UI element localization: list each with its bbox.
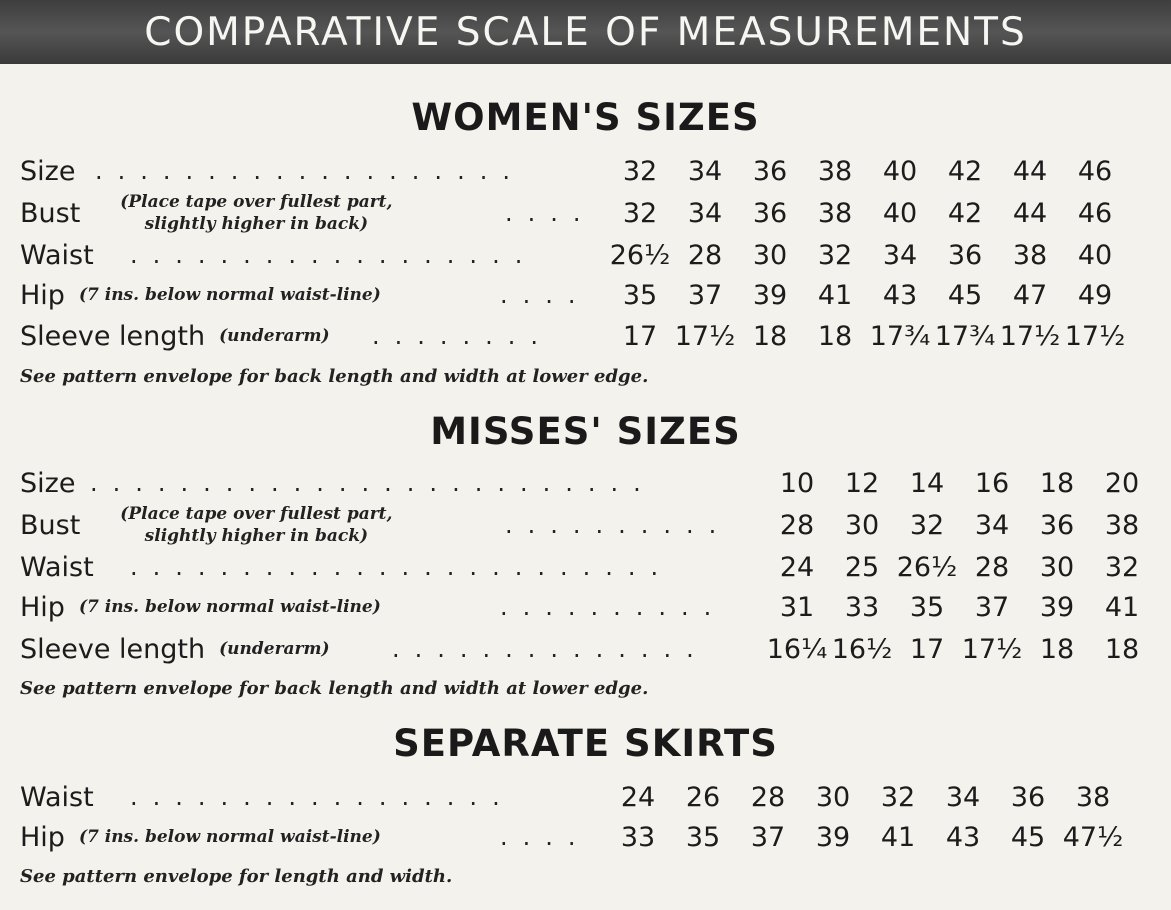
leader-dots: ..........: [500, 593, 727, 621]
womens-row-sleeve: [0, 315, 1171, 357]
value-cell: 34: [687, 197, 723, 229]
value-cell: 26: [685, 781, 721, 813]
value-cell: 32: [622, 197, 658, 229]
row-label: Sleeve length (underarm): [20, 633, 330, 665]
value-cell: 17¾: [869, 320, 931, 352]
leader-dots: ........................: [130, 553, 674, 581]
value-cell: 10: [779, 467, 815, 499]
value-cell: 36: [752, 155, 788, 187]
value-cell: 44: [1012, 197, 1048, 229]
value-cell: 46: [1077, 155, 1113, 187]
value-cell: 47: [1012, 279, 1048, 311]
value-cell: 43: [882, 279, 918, 311]
value-cell: 42: [947, 155, 983, 187]
womens-row-waist: [0, 234, 1171, 276]
value-cell: 18: [817, 320, 853, 352]
value-cell: 18: [1039, 467, 1075, 499]
leader-dots: ....: [505, 199, 596, 227]
section-title-misses: MISSES' SIZES: [430, 410, 741, 453]
womens-footnote: See pattern envelope for back length and width at lower edge.: [20, 366, 649, 387]
value-cell: 49: [1077, 279, 1113, 311]
value-cell: 43: [945, 821, 981, 853]
value-cell: 32: [1104, 551, 1140, 583]
leader-dots: ....: [500, 281, 591, 309]
misses-row-sleeve: [0, 628, 1171, 670]
value-cell: 16: [974, 467, 1010, 499]
banner-title: COMPARATIVE SCALE OF MEASUREMENTS: [144, 9, 1027, 55]
header-banner: [0, 0, 1171, 64]
row-note: (7 ins. below normal waist-line): [78, 285, 381, 305]
value-cell: 18: [1104, 633, 1140, 665]
value-cell: 32: [880, 781, 916, 813]
value-cell: 38: [1075, 781, 1111, 813]
value-cell: 40: [882, 155, 918, 187]
value-cell: 24: [620, 781, 656, 813]
value-cell: 38: [1104, 509, 1140, 541]
row-note: (Place tape over fullest part, slightly higher in back): [120, 192, 393, 234]
value-cell: 26½: [896, 551, 958, 583]
value-cell: 40: [1077, 239, 1113, 271]
leader-dots: ..............: [392, 635, 709, 663]
value-cell: 33: [620, 821, 656, 853]
value-cell: 47½: [1062, 821, 1124, 853]
value-cell: 37: [687, 279, 723, 311]
row-note: (underarm): [219, 639, 330, 659]
row-label: Waist: [20, 239, 94, 271]
value-cell: 46: [1077, 197, 1113, 229]
leader-dots: ...................: [95, 157, 525, 185]
row-note: (Place tape over fullest part, slightly higher in back): [120, 504, 393, 546]
value-cell: 41: [817, 279, 853, 311]
value-cell: 35: [622, 279, 658, 311]
value-cell: 30: [1039, 551, 1075, 583]
row-label: Size: [20, 155, 76, 187]
value-cell: 32: [817, 239, 853, 271]
value-cell: 34: [687, 155, 723, 187]
value-cell: 39: [815, 821, 851, 853]
value-cell: 30: [752, 239, 788, 271]
value-cell: 20: [1104, 467, 1140, 499]
value-cell: 34: [974, 509, 1010, 541]
value-cell: 17: [622, 320, 658, 352]
value-cell: 36: [1039, 509, 1075, 541]
value-cell: 31: [779, 591, 815, 623]
value-cell: 37: [974, 591, 1010, 623]
skirts-footnote: See pattern envelope for length and width.: [20, 866, 453, 887]
value-cell: 40: [882, 197, 918, 229]
value-cell: 17½: [674, 320, 736, 352]
misses-row-bust: [0, 504, 1171, 546]
womens-row-size: [0, 150, 1171, 192]
value-cell: 39: [1039, 591, 1075, 623]
value-cell: 34: [882, 239, 918, 271]
row-label: Sleeve length (underarm): [20, 320, 330, 352]
value-cell: 45: [1010, 821, 1046, 853]
value-cell: 35: [685, 821, 721, 853]
leader-dots: ..........: [505, 511, 732, 539]
value-cell: 33: [844, 591, 880, 623]
value-cell: 38: [1012, 239, 1048, 271]
value-cell: 28: [974, 551, 1010, 583]
row-label: Waist: [20, 551, 94, 583]
value-cell: 17½: [999, 320, 1061, 352]
value-cell: 36: [1010, 781, 1046, 813]
value-cell: 17: [909, 633, 945, 665]
section-title-skirts: SEPARATE SKIRTS: [393, 722, 778, 765]
skirts-row-waist: [0, 776, 1171, 818]
misses-footnote: See pattern envelope for back length and width at lower edge.: [20, 678, 649, 699]
row-label: Size: [20, 467, 76, 499]
womens-row-hip: [0, 274, 1171, 316]
skirts-row-hip: [0, 816, 1171, 858]
value-cell: 28: [687, 239, 723, 271]
value-cell: 30: [815, 781, 851, 813]
section-title-womens: WOMEN'S SIZES: [411, 96, 760, 139]
row-label: Hip (7 ins. below normal waist-line): [20, 591, 381, 623]
row-label: Hip (7 ins. below normal waist-line): [20, 821, 381, 853]
value-cell: 14: [909, 467, 945, 499]
leader-dots: ..................: [130, 241, 538, 269]
leader-dots: ........: [372, 322, 554, 350]
value-cell: 12: [844, 467, 880, 499]
row-label: Hip (7 ins. below normal waist-line): [20, 279, 381, 311]
value-cell: 41: [1104, 591, 1140, 623]
value-cell: 25: [844, 551, 880, 583]
womens-row-bust: [0, 192, 1171, 234]
value-cell: 17¾: [934, 320, 996, 352]
value-cell: 36: [947, 239, 983, 271]
value-cell: 37: [750, 821, 786, 853]
value-cell: 32: [622, 155, 658, 187]
value-cell: 32: [909, 509, 945, 541]
value-cell: 28: [750, 781, 786, 813]
value-cell: 44: [1012, 155, 1048, 187]
value-cell: 24: [779, 551, 815, 583]
leader-dots: .........................: [90, 469, 656, 497]
value-cell: 34: [945, 781, 981, 813]
misses-row-hip: [0, 586, 1171, 628]
value-cell: 18: [752, 320, 788, 352]
value-cell: 30: [844, 509, 880, 541]
value-cell: 17½: [961, 633, 1023, 665]
value-cell: 17½: [1064, 320, 1126, 352]
value-cell: 16½: [831, 633, 893, 665]
value-cell: 26½: [609, 239, 671, 271]
row-note: (underarm): [219, 326, 330, 346]
value-cell: 45: [947, 279, 983, 311]
value-cell: 38: [817, 197, 853, 229]
value-cell: 41: [880, 821, 916, 853]
row-note: (7 ins. below normal waist-line): [78, 827, 381, 847]
value-cell: 39: [752, 279, 788, 311]
value-cell: 18: [1039, 633, 1075, 665]
misses-row-waist: [0, 546, 1171, 588]
value-cell: 36: [752, 197, 788, 229]
leader-dots: ....: [500, 823, 591, 851]
value-cell: 16¼: [766, 633, 828, 665]
row-label: Bust (Place tape over fullest part, slightly higher in back): [20, 504, 393, 546]
value-cell: 42: [947, 197, 983, 229]
value-cell: 28: [779, 509, 815, 541]
row-label: Waist: [20, 781, 94, 813]
misses-row-size: [0, 462, 1171, 504]
leader-dots: .................: [130, 783, 515, 811]
row-label: Bust (Place tape over fullest part, slightly higher in back): [20, 192, 393, 234]
row-note: (7 ins. below normal waist-line): [78, 597, 381, 617]
value-cell: 35: [909, 591, 945, 623]
value-cell: 38: [817, 155, 853, 187]
